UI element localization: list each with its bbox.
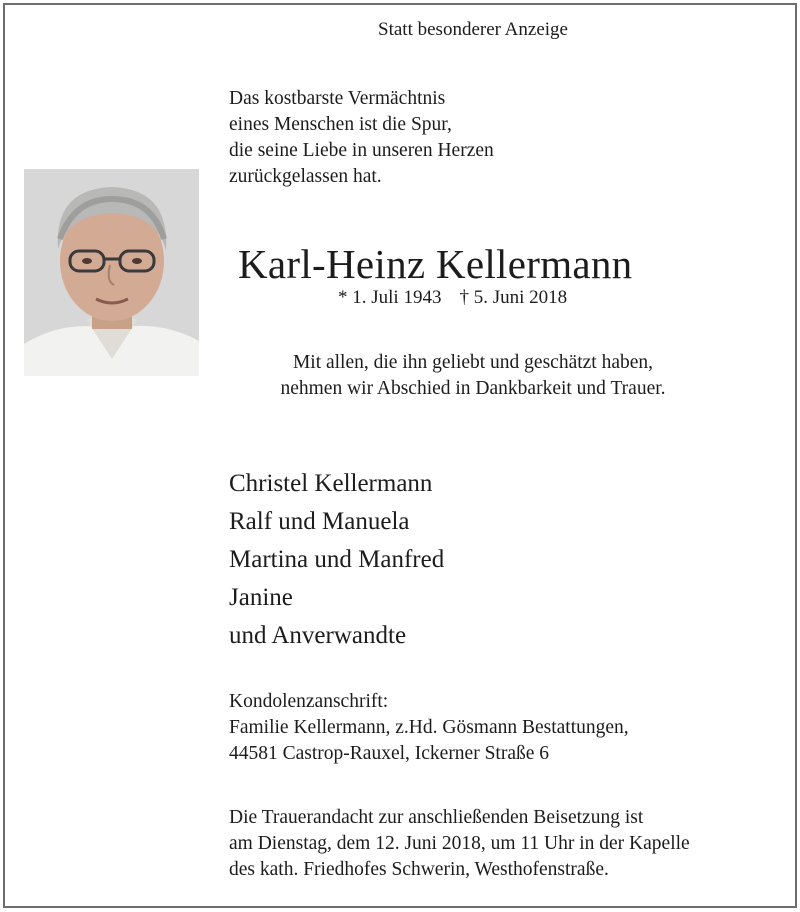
family-member: Janine <box>229 584 293 611</box>
service-line: am Dienstag, dem 12. Juni 2018, um 11 Uhr in der Kapelle <box>229 833 690 854</box>
farewell-text <box>0 350 800 402</box>
farewell-line: nehmen wir Abschied in Dankbarkeit und Trauer. <box>280 378 666 399</box>
family-member: Martina und Manfred <box>229 546 445 573</box>
condolence-line: Kondolenzanschrift: <box>229 691 389 712</box>
birth-date: * 1. Juli 1943 <box>338 287 442 308</box>
notice-header: Statt besonderer Anzeige <box>378 19 568 40</box>
quote-line: die seine Liebe in unseren Herzen <box>229 140 494 161</box>
memorial-quote <box>229 86 494 190</box>
service-line: Die Trauerandacht zur anschließenden Beisetzung ist <box>229 807 644 828</box>
quote-line: zurückgelassen hat. <box>229 166 382 187</box>
service-info <box>229 805 690 883</box>
farewell-line: Mit allen, die ihn geliebt und geschätzt haben, <box>292 352 654 373</box>
life-dates <box>338 287 567 309</box>
condolence-address <box>229 689 629 767</box>
quote-line: eines Menschen ist die Spur, <box>229 114 452 135</box>
quote-line: Das kostbarste Vermächtnis <box>229 88 446 109</box>
family-member: Ralf und Manuela <box>229 508 410 535</box>
portrait-photo <box>24 169 199 376</box>
family-list <box>229 465 444 655</box>
family-member: und Anverwandte <box>229 622 407 649</box>
condolence-line: 44581 Castrop-Rauxel, Ickerner Straße 6 <box>229 743 550 764</box>
portrait-illustration <box>24 169 199 376</box>
condolence-line: Familie Kellermann, z.Hd. Gösmann Bestattungen, <box>229 717 629 738</box>
service-line: des kath. Friedhofes Schwerin, Westhofenstraße. <box>229 859 609 880</box>
death-date: † 5. Juni 2018 <box>459 287 568 308</box>
deceased-name: Karl-Heinz Kellermann <box>238 241 633 287</box>
family-member: Christel Kellermann <box>229 470 433 497</box>
